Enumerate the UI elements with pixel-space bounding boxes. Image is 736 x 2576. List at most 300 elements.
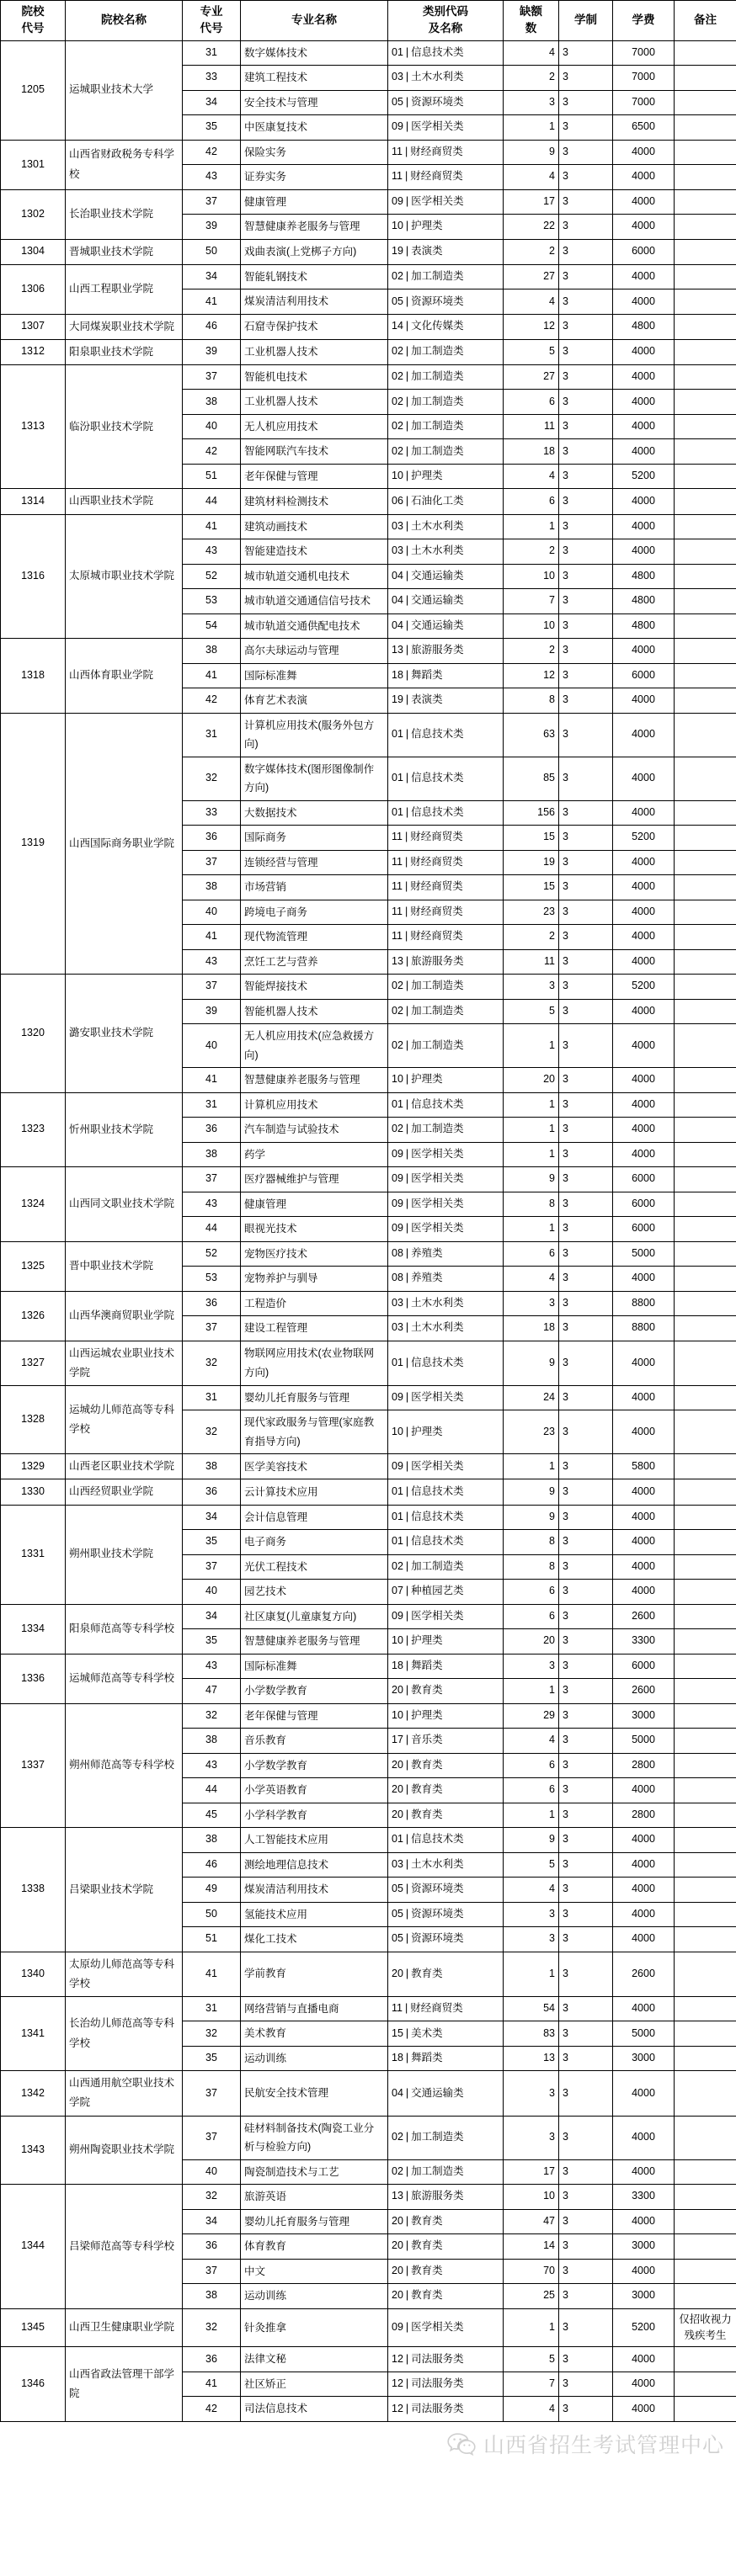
fee-cell: 2800 bbox=[613, 1753, 675, 1778]
quota-cell: 85 bbox=[504, 757, 559, 800]
fee-cell: 4000 bbox=[613, 2116, 675, 2159]
major-name-cell: 中文 bbox=[241, 2259, 388, 2284]
category-code: 01 bbox=[392, 45, 403, 58]
years-cell: 3 bbox=[559, 1803, 613, 1828]
school-name-cell: 山西同文职业技术学院 bbox=[66, 1167, 183, 1242]
major-name-cell: 智慧健康养老服务与管理 bbox=[241, 215, 388, 240]
category-code: 01 bbox=[392, 772, 403, 784]
remark-cell bbox=[675, 1241, 736, 1267]
category-separator: | bbox=[405, 444, 409, 457]
remark-cell bbox=[675, 489, 736, 514]
major-name-cell: 人工智能技术应用 bbox=[241, 1828, 388, 1853]
major-name-cell: 煤炭清洁利用技术 bbox=[241, 289, 388, 315]
fee-cell: 4000 bbox=[613, 339, 675, 364]
school-name-cell: 山西职业技术学院 bbox=[66, 489, 183, 514]
category-code: 03 bbox=[392, 1321, 403, 1334]
fee-cell: 4000 bbox=[613, 1024, 675, 1068]
remark-cell bbox=[675, 239, 736, 264]
category-cell bbox=[388, 2372, 504, 2397]
remark-cell bbox=[675, 439, 736, 465]
school-code-cell: 1313 bbox=[1, 364, 66, 489]
major-code-cell: 42 bbox=[183, 2397, 241, 2422]
category-code: 20 bbox=[392, 1783, 403, 1796]
category-cell bbox=[388, 539, 504, 565]
major-name-cell: 网络营销与直播电商 bbox=[241, 1996, 388, 2021]
category-cell bbox=[388, 40, 504, 66]
watermark-group bbox=[447, 2429, 724, 2459]
category-separator: | bbox=[405, 1321, 409, 1334]
fee-cell: 4000 bbox=[613, 165, 675, 190]
category-name: 土木水利类 bbox=[411, 1321, 464, 1334]
quota-cell: 1 bbox=[504, 1142, 559, 1167]
category-code: 10 bbox=[392, 1634, 403, 1647]
years-cell: 3 bbox=[559, 826, 613, 851]
fee-cell: 4000 bbox=[613, 875, 675, 900]
years-cell: 3 bbox=[559, 165, 613, 190]
major-code-cell: 37 bbox=[183, 1167, 241, 1192]
quota-cell: 1 bbox=[504, 1092, 559, 1118]
category-separator: | bbox=[405, 1967, 409, 1979]
major-code-cell: 45 bbox=[183, 1803, 241, 1828]
category-cell bbox=[388, 1505, 504, 1530]
category-cell bbox=[388, 1996, 504, 2021]
quota-cell: 15 bbox=[504, 826, 559, 851]
quota-cell: 3 bbox=[504, 2071, 559, 2116]
remark-cell bbox=[675, 1996, 736, 2021]
school-name-cell: 运城幼儿师范高等专科学校 bbox=[66, 1385, 183, 1454]
major-code-cell: 38 bbox=[183, 1142, 241, 1167]
remark-cell bbox=[675, 1505, 736, 1530]
major-name-cell: 药学 bbox=[241, 1142, 388, 1167]
major-code-cell: 38 bbox=[183, 2284, 241, 2309]
category-cell bbox=[388, 1778, 504, 1803]
major-name-cell: 健康管理 bbox=[241, 189, 388, 215]
school-name-cell: 长治幼儿师范高等专科学校 bbox=[66, 1996, 183, 2071]
table-row bbox=[1, 140, 736, 165]
years-cell: 3 bbox=[559, 464, 613, 489]
school-code-cell: 1330 bbox=[1, 1479, 66, 1505]
remark-cell bbox=[675, 1410, 736, 1454]
years-cell: 3 bbox=[559, 239, 613, 264]
quota-cell: 2 bbox=[504, 639, 559, 664]
category-cell bbox=[388, 264, 504, 289]
major-code-cell: 41 bbox=[183, 1952, 241, 1996]
category-cell bbox=[388, 2209, 504, 2234]
category-name: 加工制造类 bbox=[411, 1038, 464, 1051]
major-name-cell: 电子商务 bbox=[241, 1530, 388, 1555]
category-name: 土木水利类 bbox=[411, 1296, 464, 1309]
category-name: 舞蹈类 bbox=[411, 668, 443, 681]
category-cell bbox=[388, 900, 504, 925]
years-cell: 3 bbox=[559, 1778, 613, 1803]
category-name: 医学相关类 bbox=[411, 120, 464, 133]
fee-cell: 4000 bbox=[613, 1142, 675, 1167]
category-code: 18 bbox=[392, 668, 403, 681]
years-cell: 3 bbox=[559, 1996, 613, 2021]
years-cell: 3 bbox=[559, 90, 613, 115]
category-separator: | bbox=[405, 345, 409, 358]
column-header-remark-line1: 备注 bbox=[694, 13, 717, 27]
category-name: 资源环境类 bbox=[411, 95, 464, 108]
years-cell: 3 bbox=[559, 489, 613, 514]
fee-cell: 4000 bbox=[613, 1852, 675, 1878]
major-code-cell: 38 bbox=[183, 1454, 241, 1479]
column-header-years-line1: 学制 bbox=[574, 13, 597, 27]
quota-cell: 10 bbox=[504, 613, 559, 639]
category-cell bbox=[388, 2284, 504, 2309]
category-code: 05 bbox=[392, 1932, 403, 1945]
school-code-cell: 1329 bbox=[1, 1454, 66, 1479]
remark-cell bbox=[675, 66, 736, 91]
category-name: 护理类 bbox=[411, 1634, 443, 1647]
category-separator: | bbox=[405, 1038, 409, 1051]
category-separator: | bbox=[405, 220, 409, 232]
fee-cell: 4000 bbox=[613, 1410, 675, 1454]
major-name-cell: 智能机电技术 bbox=[241, 364, 388, 390]
remark-cell bbox=[675, 1479, 736, 1505]
category-code: 02 bbox=[392, 2164, 403, 2177]
major-name-cell: 音乐教育 bbox=[241, 1729, 388, 1754]
years-cell: 3 bbox=[559, 2021, 613, 2047]
major-code-cell: 32 bbox=[183, 757, 241, 800]
quota-cell: 47 bbox=[504, 2209, 559, 2234]
major-name-cell: 法律文秘 bbox=[241, 2347, 388, 2372]
category-name: 信息技术类 bbox=[411, 728, 464, 741]
category-cell bbox=[388, 1828, 504, 1853]
school-name-cell: 山西工程职业学院 bbox=[66, 264, 183, 314]
category-separator: | bbox=[405, 1222, 409, 1235]
remark-cell bbox=[675, 1803, 736, 1828]
category-code: 08 bbox=[392, 1246, 403, 1259]
category-separator: | bbox=[405, 1559, 409, 1572]
fee-cell: 4000 bbox=[613, 713, 675, 757]
school-name-cell: 吕梁师范高等专科学校 bbox=[66, 2185, 183, 2309]
table-row bbox=[1, 364, 736, 390]
category-cell bbox=[388, 489, 504, 514]
category-name: 信息技术类 bbox=[411, 1356, 464, 1368]
category-cell bbox=[388, 90, 504, 115]
remark-cell bbox=[675, 1142, 736, 1167]
major-code-cell: 31 bbox=[183, 713, 241, 757]
category-code: 04 bbox=[392, 594, 403, 607]
category-cell bbox=[388, 2071, 504, 2116]
major-name-cell: 城市轨道交通机电技术 bbox=[241, 564, 388, 589]
category-separator: | bbox=[405, 1758, 409, 1771]
category-separator: | bbox=[405, 1609, 409, 1622]
table-header bbox=[1, 1, 736, 41]
category-name: 医学相关类 bbox=[411, 1609, 464, 1622]
major-name-cell: 建筑材料检测技术 bbox=[241, 489, 388, 514]
category-name: 加工制造类 bbox=[411, 2131, 464, 2143]
category-separator: | bbox=[405, 320, 409, 332]
quota-cell: 4 bbox=[504, 1878, 559, 1903]
category-cell bbox=[388, 1410, 504, 1454]
major-code-cell: 31 bbox=[183, 1092, 241, 1118]
remark-cell bbox=[675, 264, 736, 289]
quota-cell: 15 bbox=[504, 875, 559, 900]
school-code-cell: 1338 bbox=[1, 1828, 66, 1952]
major-code-cell: 34 bbox=[183, 264, 241, 289]
major-name-cell: 高尔夫球运动与管理 bbox=[241, 639, 388, 664]
column-header-school-code-line1: 院校 bbox=[21, 5, 45, 18]
category-name: 旅游服务类 bbox=[411, 954, 464, 967]
category-name: 教育类 bbox=[411, 2239, 443, 2252]
category-cell bbox=[388, 1217, 504, 1242]
school-code-cell: 1316 bbox=[1, 514, 66, 639]
category-cell bbox=[388, 1753, 504, 1778]
fee-cell: 2600 bbox=[613, 1679, 675, 1704]
major-name-cell: 社区矫正 bbox=[241, 2372, 388, 2397]
major-code-cell: 41 bbox=[183, 289, 241, 315]
major-name-cell: 小学数学教育 bbox=[241, 1753, 388, 1778]
quota-cell: 9 bbox=[504, 140, 559, 165]
major-code-cell: 43 bbox=[183, 1654, 241, 1679]
remark-cell bbox=[675, 2046, 736, 2071]
years-cell: 3 bbox=[559, 140, 613, 165]
major-code-cell: 32 bbox=[183, 2185, 241, 2210]
category-name: 表演类 bbox=[411, 693, 443, 706]
quota-cell: 2 bbox=[504, 239, 559, 264]
fee-cell: 4000 bbox=[613, 1778, 675, 1803]
years-cell: 3 bbox=[559, 115, 613, 141]
remark-cell bbox=[675, 1167, 736, 1192]
school-name-cell: 山西省财政税务专科学校 bbox=[66, 140, 183, 189]
table-row bbox=[1, 1703, 736, 1729]
major-name-cell: 石窟寺保护技术 bbox=[241, 314, 388, 339]
category-separator: | bbox=[404, 831, 408, 843]
category-code: 13 bbox=[392, 644, 403, 656]
major-name-cell: 测绘地理信息技术 bbox=[241, 1852, 388, 1878]
category-separator: | bbox=[405, 980, 409, 992]
fee-cell: 4800 bbox=[613, 564, 675, 589]
years-cell: 3 bbox=[559, 40, 613, 66]
major-code-cell: 41 bbox=[183, 514, 241, 539]
category-separator: | bbox=[405, 1485, 409, 1498]
category-code: 20 bbox=[392, 1967, 403, 1979]
years-cell: 3 bbox=[559, 1753, 613, 1778]
fee-cell: 8800 bbox=[613, 1291, 675, 1316]
major-code-cell: 40 bbox=[183, 1580, 241, 1605]
category-separator: | bbox=[405, 1734, 409, 1746]
major-name-cell: 眼视光技术 bbox=[241, 1217, 388, 1242]
quota-cell: 3 bbox=[504, 1654, 559, 1679]
major-name-cell: 医疗器械维护与管理 bbox=[241, 1167, 388, 1192]
quota-cell: 6 bbox=[504, 1604, 559, 1629]
years-cell: 3 bbox=[559, 2372, 613, 2397]
category-cell bbox=[388, 1316, 504, 1341]
table-row bbox=[1, 1454, 736, 1479]
category-separator: | bbox=[405, 71, 409, 83]
category-separator: | bbox=[405, 420, 409, 433]
category-separator: | bbox=[405, 270, 409, 282]
quota-cell: 14 bbox=[504, 2234, 559, 2260]
column-header-major-code bbox=[183, 1, 241, 41]
category-separator: | bbox=[404, 145, 408, 157]
major-code-cell: 36 bbox=[183, 2234, 241, 2260]
category-name: 医学相关类 bbox=[411, 1459, 464, 1472]
category-separator: | bbox=[405, 2239, 409, 2252]
school-name-cell: 朔州职业技术学院 bbox=[66, 1505, 183, 1604]
remark-cell bbox=[675, 2116, 736, 2159]
school-name-cell: 吕梁职业技术学院 bbox=[66, 1828, 183, 1952]
column-header-quota bbox=[504, 1, 559, 41]
category-cell bbox=[388, 1341, 504, 1385]
fee-cell: 5200 bbox=[613, 2308, 675, 2347]
category-name: 财经商贸类 bbox=[410, 880, 463, 893]
remark-cell bbox=[675, 850, 736, 875]
school-code-cell: 1346 bbox=[1, 2347, 66, 2422]
fee-cell: 4000 bbox=[613, 414, 675, 439]
school-name-cell: 晋中职业技术学院 bbox=[66, 1241, 183, 1291]
category-separator: | bbox=[405, 644, 409, 656]
remark-cell bbox=[675, 800, 736, 826]
fee-cell: 3000 bbox=[613, 1703, 675, 1729]
fee-cell: 4000 bbox=[613, 1530, 675, 1555]
category-separator: | bbox=[405, 728, 409, 741]
remark-cell bbox=[675, 1679, 736, 1704]
category-cell bbox=[388, 390, 504, 415]
years-cell: 3 bbox=[559, 613, 613, 639]
years-cell: 3 bbox=[559, 2259, 613, 2284]
category-name: 加工制造类 bbox=[411, 345, 464, 358]
fee-cell: 4800 bbox=[613, 589, 675, 614]
major-name-cell: 建设工程管理 bbox=[241, 1316, 388, 1341]
category-name: 旅游服务类 bbox=[411, 2190, 464, 2202]
major-name-cell: 民航安全技术管理 bbox=[241, 2071, 388, 2116]
category-cell bbox=[388, 339, 504, 364]
category-name: 护理类 bbox=[411, 1708, 443, 1721]
school-name-cell: 运城师范高等专科学校 bbox=[66, 1654, 183, 1703]
major-name-cell: 现代家政服务与管理(家庭教育指导方向) bbox=[241, 1410, 388, 1454]
category-cell bbox=[388, 1241, 504, 1267]
fee-cell: 3000 bbox=[613, 2046, 675, 2071]
major-code-cell: 31 bbox=[183, 40, 241, 66]
quota-cell: 22 bbox=[504, 215, 559, 240]
category-separator: | bbox=[404, 170, 408, 183]
major-code-cell: 37 bbox=[183, 2259, 241, 2284]
category-separator: | bbox=[405, 1197, 409, 1209]
table-row bbox=[1, 1341, 736, 1385]
fee-cell: 4000 bbox=[613, 189, 675, 215]
quota-cell: 9 bbox=[504, 1828, 559, 1853]
quota-cell: 4 bbox=[504, 165, 559, 190]
fee-cell: 4000 bbox=[613, 2259, 675, 2284]
category-cell bbox=[388, 800, 504, 826]
fee-cell: 4000 bbox=[613, 2071, 675, 2116]
category-code: 20 bbox=[392, 2239, 403, 2252]
table-row bbox=[1, 1479, 736, 1505]
category-cell bbox=[388, 314, 504, 339]
category-code: 09 bbox=[392, 1172, 403, 1185]
school-code-cell: 1328 bbox=[1, 1385, 66, 1454]
quota-cell: 20 bbox=[504, 1629, 559, 1654]
quota-cell: 8 bbox=[504, 1530, 559, 1555]
category-cell bbox=[388, 713, 504, 757]
category-cell bbox=[388, 1454, 504, 1479]
category-code: 01 bbox=[392, 1510, 403, 1522]
category-cell bbox=[388, 2159, 504, 2185]
category-name: 财经商贸类 bbox=[410, 2002, 463, 2015]
category-code: 12 bbox=[392, 2402, 403, 2414]
major-code-cell: 35 bbox=[183, 2046, 241, 2071]
category-code: 10 bbox=[392, 1708, 403, 1721]
column-header-remark bbox=[675, 1, 736, 41]
school-name-cell: 阳泉师范高等专科学校 bbox=[66, 1604, 183, 1654]
school-code-cell: 1345 bbox=[1, 2308, 66, 2347]
column-header-major-code-line1: 专业 bbox=[200, 5, 223, 18]
school-code-cell: 1323 bbox=[1, 1092, 66, 1167]
major-code-cell: 44 bbox=[183, 1217, 241, 1242]
category-code: 02 bbox=[392, 1559, 403, 1572]
fee-cell: 4000 bbox=[613, 1479, 675, 1505]
header-row bbox=[1, 1, 736, 41]
category-code: 11 bbox=[392, 880, 403, 893]
category-cell bbox=[388, 1878, 504, 1903]
school-name-cell: 山西卫生健康职业学院 bbox=[66, 2308, 183, 2347]
category-name: 交通运输类 bbox=[411, 619, 464, 631]
quota-cell: 9 bbox=[504, 1505, 559, 1530]
quota-cell: 9 bbox=[504, 1479, 559, 1505]
category-separator: | bbox=[405, 2052, 409, 2064]
category-name: 旅游服务类 bbox=[411, 644, 464, 656]
category-name: 美术类 bbox=[411, 2026, 443, 2039]
years-cell: 3 bbox=[559, 589, 613, 614]
remark-cell bbox=[675, 875, 736, 900]
major-code-cell: 33 bbox=[183, 800, 241, 826]
category-cell bbox=[388, 925, 504, 950]
category-code: 11 bbox=[392, 905, 403, 917]
fee-cell: 4000 bbox=[613, 140, 675, 165]
major-code-cell: 47 bbox=[183, 1679, 241, 1704]
major-code-cell: 44 bbox=[183, 1778, 241, 1803]
school-name-cell: 阳泉职业技术学院 bbox=[66, 339, 183, 364]
major-code-cell: 42 bbox=[183, 439, 241, 465]
years-cell: 3 bbox=[559, 688, 613, 714]
remark-cell bbox=[675, 1316, 736, 1341]
quota-cell: 6 bbox=[504, 390, 559, 415]
category-separator: | bbox=[405, 2214, 409, 2227]
remark-cell bbox=[675, 1192, 736, 1217]
category-name: 医学相关类 bbox=[411, 1222, 464, 1235]
category-separator: | bbox=[404, 880, 408, 893]
major-code-cell: 37 bbox=[183, 364, 241, 390]
remark-cell bbox=[675, 1068, 736, 1093]
major-name-cell: 中医康复技术 bbox=[241, 115, 388, 141]
category-name: 表演类 bbox=[411, 245, 443, 258]
category-code: 05 bbox=[392, 1907, 403, 1920]
category-code: 17 bbox=[392, 1734, 403, 1746]
category-code: 05 bbox=[392, 95, 403, 108]
years-cell: 3 bbox=[559, 1024, 613, 1068]
major-name-cell: 计算机应用技术(服务外包方向) bbox=[241, 713, 388, 757]
quota-cell: 4 bbox=[504, 2397, 559, 2422]
category-cell bbox=[388, 2116, 504, 2159]
category-cell bbox=[388, 1927, 504, 1952]
major-code-cell: 46 bbox=[183, 314, 241, 339]
major-name-cell: 建筑工程技术 bbox=[241, 66, 388, 91]
category-cell bbox=[388, 189, 504, 215]
major-code-cell: 39 bbox=[183, 999, 241, 1024]
remark-cell bbox=[675, 2159, 736, 2185]
category-code: 02 bbox=[392, 395, 403, 407]
fee-cell: 5000 bbox=[613, 1729, 675, 1754]
category-cell bbox=[388, 2308, 504, 2347]
major-name-cell: 智慧健康养老服务与管理 bbox=[241, 1629, 388, 1654]
column-header-major-name-line1: 专业名称 bbox=[291, 13, 337, 27]
category-cell bbox=[388, 1729, 504, 1754]
remark-cell bbox=[675, 2259, 736, 2284]
major-code-cell: 49 bbox=[183, 1878, 241, 1903]
